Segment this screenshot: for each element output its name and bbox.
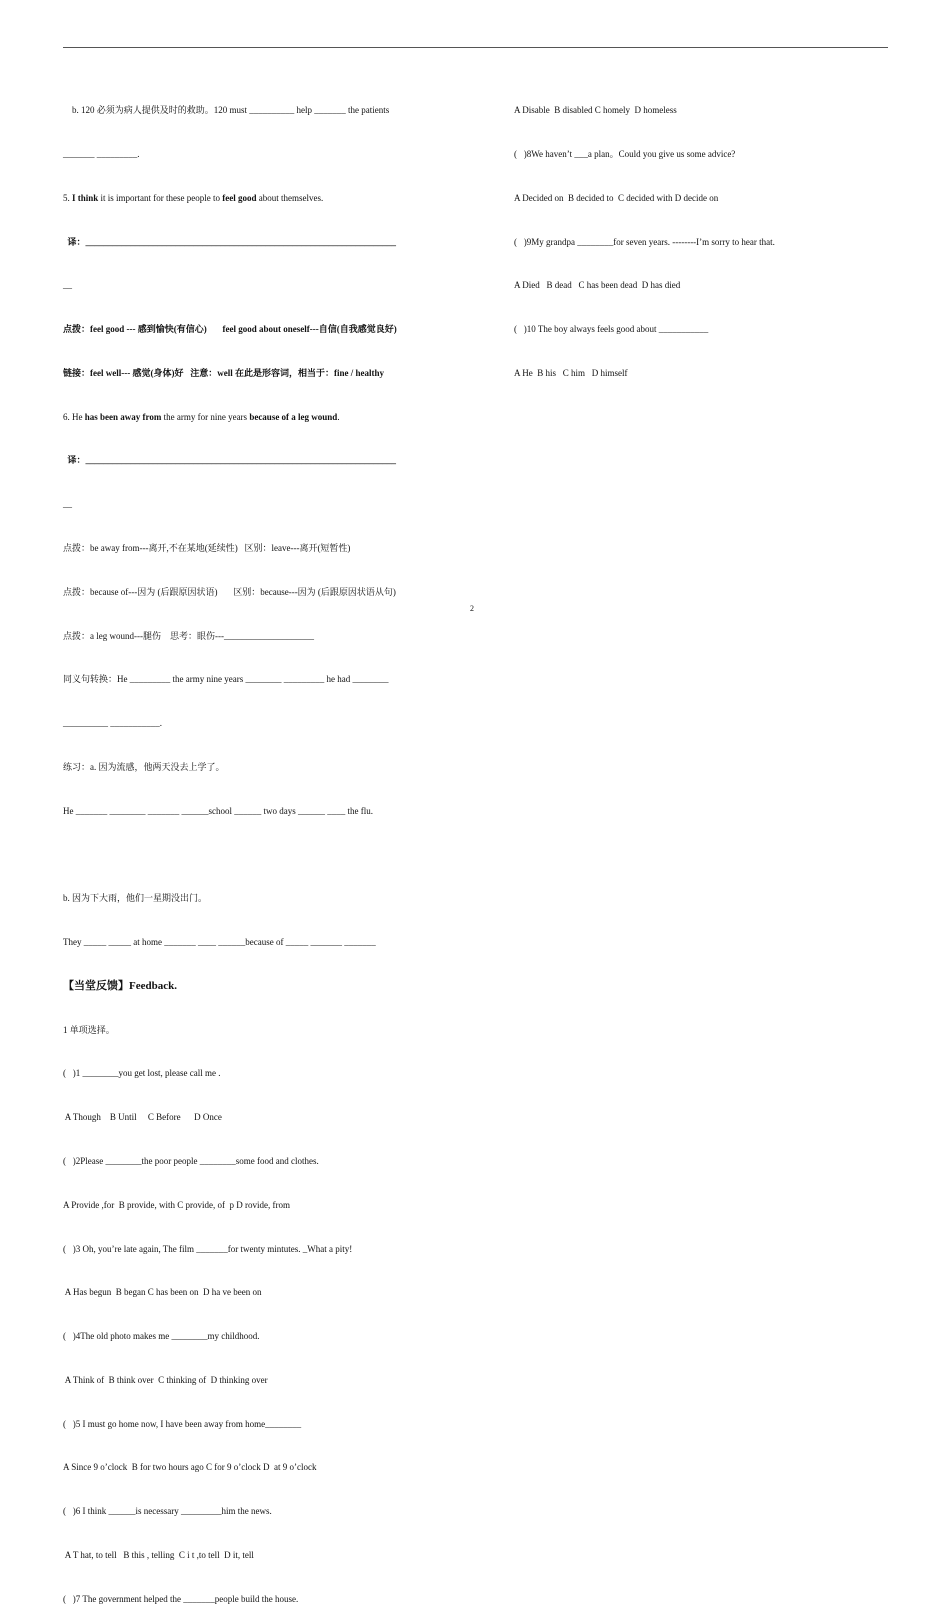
feedback-heading: 【当堂反馈】Feedback. <box>63 979 177 992</box>
question: ( )6 I think ______is necessary _________him the news. <box>63 1506 272 1517</box>
tip-line: 点拨：a leg wound---腿伤 思考：眼伤---____________________ <box>63 630 314 641</box>
question: ( )5 I must go home now, I have been away from home________ <box>63 1418 302 1429</box>
options: A He B his C him D himself <box>514 367 628 378</box>
question: ( )1 ________you get lost, please call me . <box>63 1068 221 1079</box>
options: A Think of B think over C thinking of D thinking over <box>63 1374 268 1385</box>
tip-line: 点拨：feel good --- 感到愉快(有信心) feel good about oneself---自信(自我感觉良好) <box>63 324 397 335</box>
right-column <box>514 74 844 395</box>
question: ( )10 The boy always feels good about ___________ <box>514 324 709 335</box>
text-line: __ <box>63 499 72 510</box>
sentence-6: 6. He has been away from the army for nine years because of a leg wound. <box>63 411 340 422</box>
text-line: 1 单项选择。 <box>63 1024 115 1035</box>
translation-line: 译：_____________________________________________________________________ <box>63 236 397 247</box>
text-line: __________ ___________. <box>63 718 162 729</box>
question: ( )9My grandpa ________for seven years. --------I’m sorry to hear that. <box>514 236 775 247</box>
question: ( )2Please ________the poor people ________some food and clothes. <box>63 1155 319 1166</box>
question: ( )3 Oh, you’re late again, The film _______for twenty mintutes. _What a pity! <box>63 1243 353 1254</box>
options: A Since 9 o’clock B for two hours ago C for 9 o’clock D at 9 o’clock <box>63 1462 317 1473</box>
text-line: He _______ ________ _______ ______school ______ two days ______ ____ the flu. <box>63 805 373 816</box>
practice-line: 练习：a. 因为流感，他两天没去上学了。 <box>63 761 225 772</box>
text-line: b. 因为下大雨，他们一星期没出门。 <box>63 893 208 904</box>
options: A Has begun B began C has been on D ha ve been on <box>63 1287 262 1298</box>
options: A Died B dead C has been dead D has died <box>514 280 681 291</box>
page-number: 2 <box>470 604 474 613</box>
question: ( )7 The government helped the _______people build the house. <box>63 1593 299 1604</box>
text-line: _______ _________. <box>63 148 140 159</box>
text-line: __ <box>63 280 72 291</box>
link-line: 链接：feel well--- 感觉(身体)好 注意：well 在此是形容词，相当于：fine / healthy <box>63 367 384 378</box>
question: ( )4The old photo makes me ________my childhood. <box>63 1331 260 1342</box>
question: ( )8We haven’t ___a plan。Could you give us some advice? <box>514 148 736 159</box>
tip-line: 点拨：be away from---离开,不在某地(延续性) 区别：leave---离开(短暂性) <box>63 543 351 553</box>
left-column <box>63 74 439 1621</box>
header-rule <box>63 47 888 48</box>
tip-line: 点拨：because of---因为 (后跟原因状语) 区别：because---因为 (后跟原因状语从句) <box>63 586 396 597</box>
sentence-5: 5. I think it is important for these people to feel good about themselves. <box>63 192 324 203</box>
options: A Decided on B decided to C decided with D decide on <box>514 192 719 203</box>
text-line: b. 120 必须为病人提供及时的救助。120 must __________ help _______ the patients <box>63 105 390 116</box>
rewrite-line: 同义句转换：He _________ the army nine years ________ _________ he had ________ <box>63 674 389 685</box>
options: A Though B Until C Before D Once <box>63 1112 222 1123</box>
translation-line: 译：_____________________________________________________________________ <box>63 455 397 466</box>
options: A Provide ,for B provide, with C provide, of p D rovide, from <box>63 1199 290 1210</box>
text-line: They _____ _____ at home _______ ____ ______because of _____ _______ _______ <box>63 937 376 948</box>
options: A Disable B disabled C homely D homeless <box>514 105 677 116</box>
options: A T hat, to tell B this , telling C i t ,to tell D it, tell <box>63 1549 254 1560</box>
